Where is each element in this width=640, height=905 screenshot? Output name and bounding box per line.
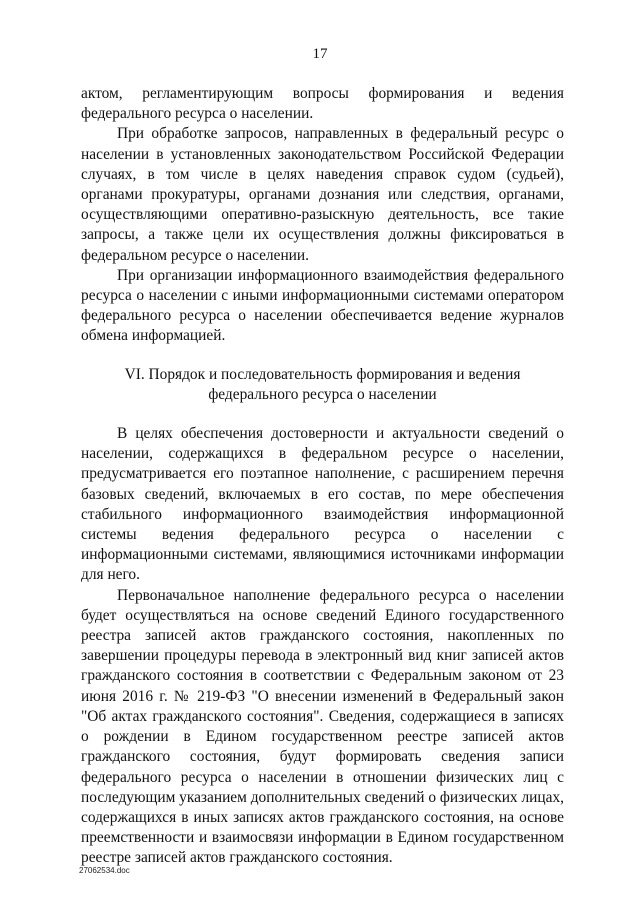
paragraph-5: Первоначальное наполнение федерального ресурса о населении будет осуществляться на основе сведений Единого государственного реестра записей актов гражданского состояния, накопленных по завершении процедуры перевода в электронный вид книг записей актов гражданского состояния в соответствии с Федеральным законом от 23 июня 2016 г. № 219-ФЗ "О внесении изменений в Федеральный закон "Об актах гражданского состояния". Сведения, содержащиеся в записях о рождении в Едином государственном реестре записей актов гражданского состояния, будут формировать сведения записи федерального ресурса о населении в отношении физических лиц с последующим указанием дополнительных сведений о физических лицах, содержащихся в иных записях актов гражданского состояния, на основе преемственности и взаимосвязи информации в Едином государственном реестре записей актов гражданского состояния. xyxy=(81,586,565,867)
paragraph-3: При организации информационного взаимодействия федерального ресурса о населении с иными информационными системами оператором федерального ресурса о населении обеспечивается ведение журналов обмена информацией. xyxy=(81,266,564,345)
section-heading-line-2: федерального ресурса о населении xyxy=(208,385,437,403)
paragraph-4: В целях обеспечения достоверности и актуальности сведений о населении, содержащихся в федеральном ресурсе о населении, предусматривается его поэтапное наполнение, с расширением перечня базовых сведений, включаемых в его состав, по мере обеспечения стабильного информационного взаимодействия информационной системы ведения федерального ресурса о населении с информационными системами, являющимися источниками информации для него. xyxy=(81,425,564,584)
footer-doc-code: 27062534.doc xyxy=(79,866,130,875)
section-heading xyxy=(81,365,564,405)
document-body xyxy=(81,84,564,869)
paragraph-2: При обработке запросов, направленных в федеральный ресурс о населении в установленных законодательством Российской Федерации случаях, в том числе в целях наведения справок судом (судьей), органами прокуратуры, органами дознания или следствия, органами, осуществляющими оперативно-разыскную деятельность, все такие запросы, а также цели их осуществления должны фиксироваться в федеральном ресурсе о населении. xyxy=(81,125,564,264)
paragraph-1: актом, регламентирующим вопросы формирования и ведения федерального ресурса о населении. xyxy=(81,85,564,123)
page-number: 17 xyxy=(312,46,328,62)
section-heading-line-1: VI. Порядок и последовательность формирования и ведения xyxy=(124,365,521,383)
